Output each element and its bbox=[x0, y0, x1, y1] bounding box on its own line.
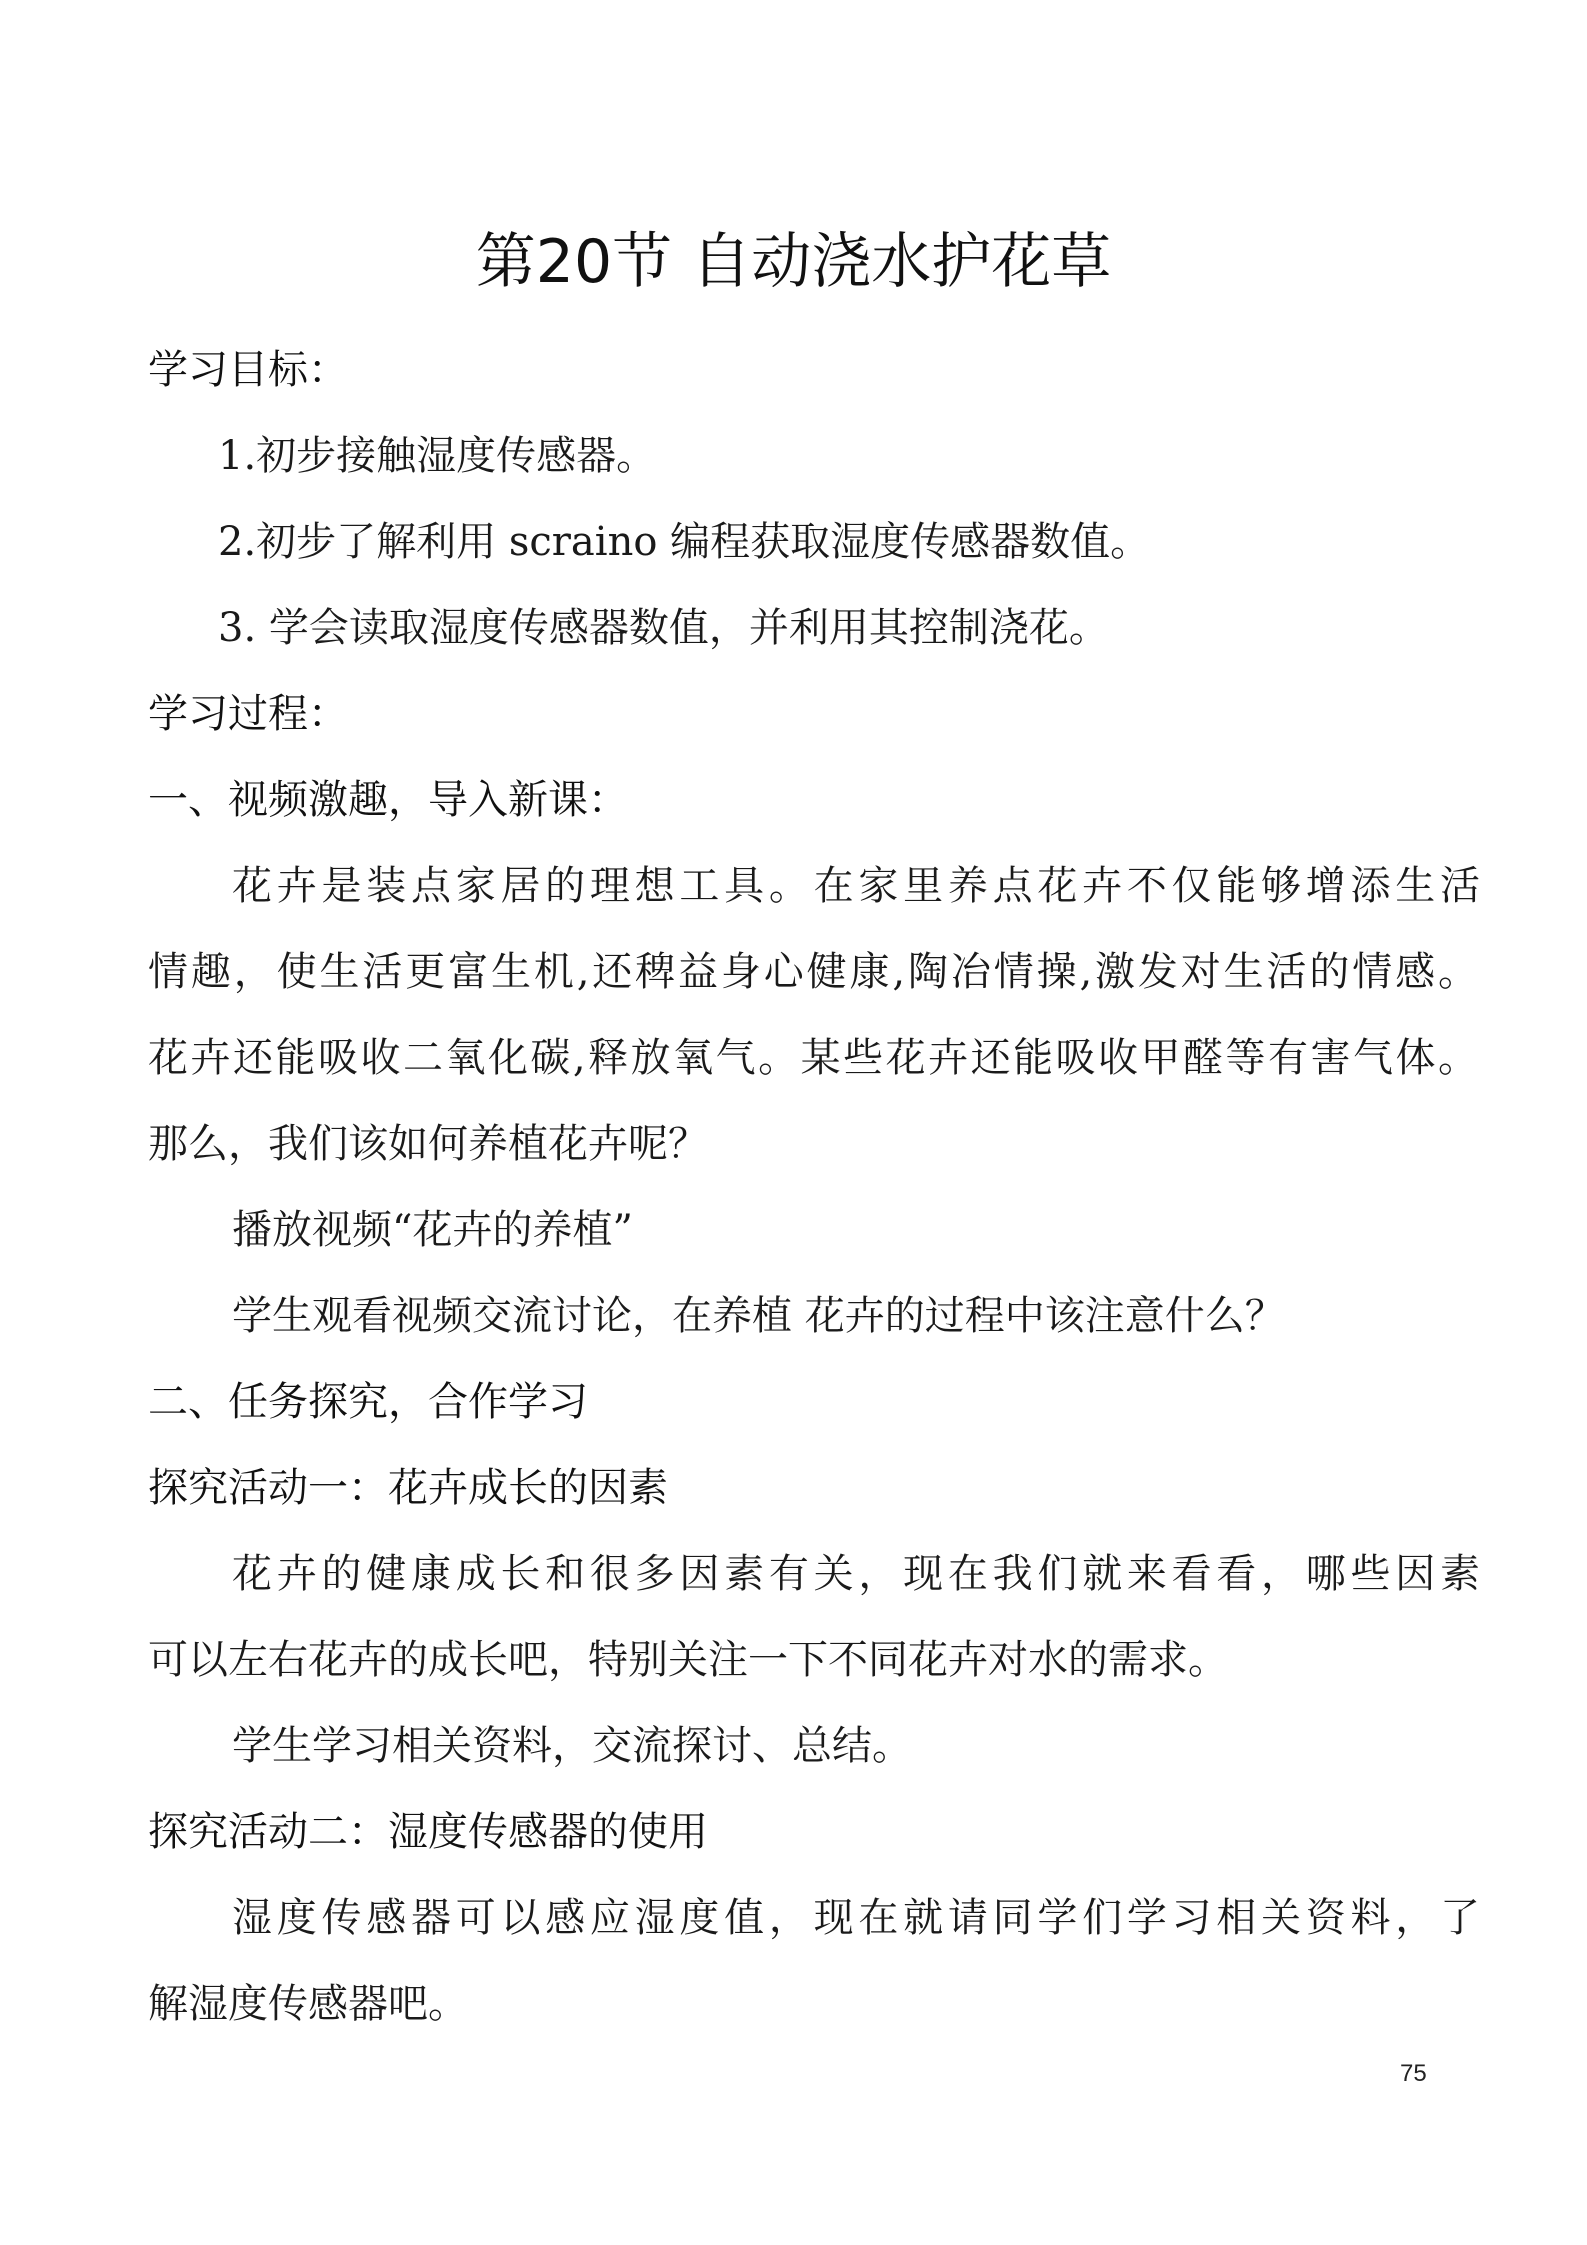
goal-item-1: 1.初步接触湿度传感器。 bbox=[218, 433, 657, 479]
activity-one-heading: 探究活动一：花卉成长的因素 bbox=[148, 1465, 668, 1511]
goal-item-2: 2.初步了解利用 scraino 编程获取湿度传感器数值。 bbox=[218, 519, 1151, 565]
section-one-heading: 一、视频激趣，导入新课： bbox=[148, 777, 628, 823]
process-heading: 学习过程： bbox=[148, 691, 348, 737]
page-title: 第20节 自动浇水护花草 bbox=[475, 227, 1112, 297]
activity-one-paragraph-line-1: 花卉的健康成长和很多因素有关，现在我们就来看看，哪些因素 bbox=[232, 1551, 1480, 1597]
discussion-line: 学生观看视频交流讨论，在养植 花卉的过程中该注意什么？ bbox=[232, 1293, 1285, 1339]
section-one-paragraph-line-1: 花卉是装点家居的理想工具。在家里养点花卉不仅能够增添生活 bbox=[232, 863, 1480, 909]
section-one-paragraph-line-4: 那么，我们该如何养植花卉呢？ bbox=[148, 1121, 708, 1167]
section-two-heading: 二、任务探究，合作学习 bbox=[148, 1379, 588, 1425]
activity-one-summary-line: 学生学习相关资料，交流探讨、总结。 bbox=[232, 1723, 912, 1769]
page-number: 75 bbox=[1400, 2060, 1427, 2087]
activity-two-paragraph-line-1: 湿度传感器可以感应湿度值，现在就请同学们学习相关资料，了 bbox=[232, 1895, 1480, 1941]
video-line: 播放视频“花卉的养植” bbox=[232, 1207, 633, 1253]
section-one-paragraph-line-3: 花卉还能吸收二氧化碳,释放氧气。某些花卉还能吸收甲醛等有害气体。 bbox=[148, 1035, 1478, 1081]
section-one-paragraph-line-2: 情趣，使生活更富生机,还稗益身心健康,陶冶情操,激发对生活的情感。 bbox=[148, 949, 1478, 995]
activity-two-paragraph-line-2: 解湿度传感器吧。 bbox=[148, 1981, 468, 2027]
goal-item-3: 3. 学会读取湿度传感器数值，并利用其控制浇花。 bbox=[218, 605, 1109, 651]
activity-one-paragraph-line-2: 可以左右花卉的成长吧，特别关注一下不同花卉对水的需求。 bbox=[148, 1637, 1228, 1683]
goals-heading: 学习目标： bbox=[148, 347, 348, 393]
activity-two-heading: 探究活动二：湿度传感器的使用 bbox=[148, 1809, 708, 1855]
